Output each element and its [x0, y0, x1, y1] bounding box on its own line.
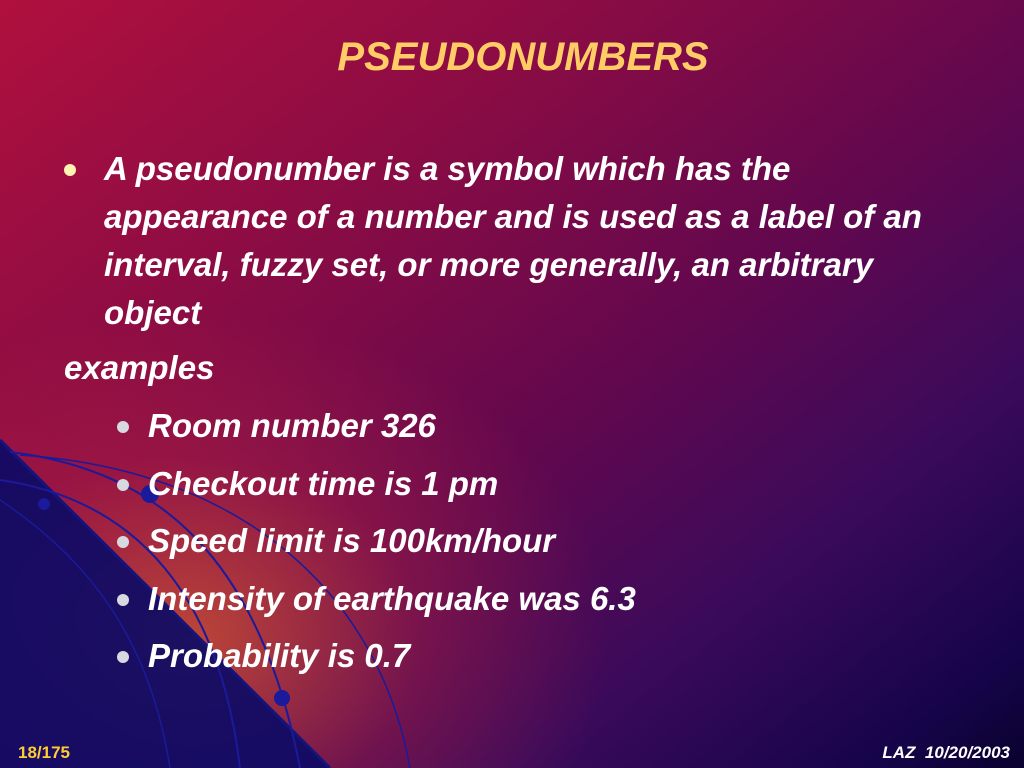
list-item: [148, 460, 636, 518]
example-text: Room number 326: [148, 407, 436, 444]
bullet-dot-icon: [117, 421, 129, 433]
examples-label: examples: [64, 349, 215, 386]
bullet-dot-icon: [117, 479, 129, 491]
bullet-dot-icon: [117, 536, 129, 548]
list-item: [148, 632, 636, 690]
list-item: [148, 402, 636, 460]
bullet-dot-icon: [117, 651, 129, 663]
examples-list: [148, 402, 636, 690]
footer-author-date: LAZ 10/20/2003: [882, 743, 1010, 762]
deco-dot-3: [274, 690, 290, 706]
example-text: Probability is 0.7: [148, 637, 411, 674]
list-item: [148, 575, 636, 633]
bullet-dot-icon: [64, 164, 76, 176]
bullet-dot-icon: [117, 594, 129, 606]
page-number: 18/175: [18, 743, 70, 762]
example-text: Speed limit is 100km/hour: [148, 522, 556, 559]
slide-title: PSEUDONUMBERS: [337, 35, 709, 79]
list-item: [148, 517, 636, 575]
definition-bullet: [104, 145, 964, 337]
definition-text: A pseudonumber is a symbol which has the appearance of a number and is used as a label of an interval, fuzzy set, or more generally, an arbitrary object: [104, 150, 922, 331]
example-text: Checkout time is 1 pm: [148, 464, 499, 502]
deco-dot-2: [38, 498, 50, 510]
example-text: Intensity of earthquake was 6.3: [148, 579, 636, 617]
